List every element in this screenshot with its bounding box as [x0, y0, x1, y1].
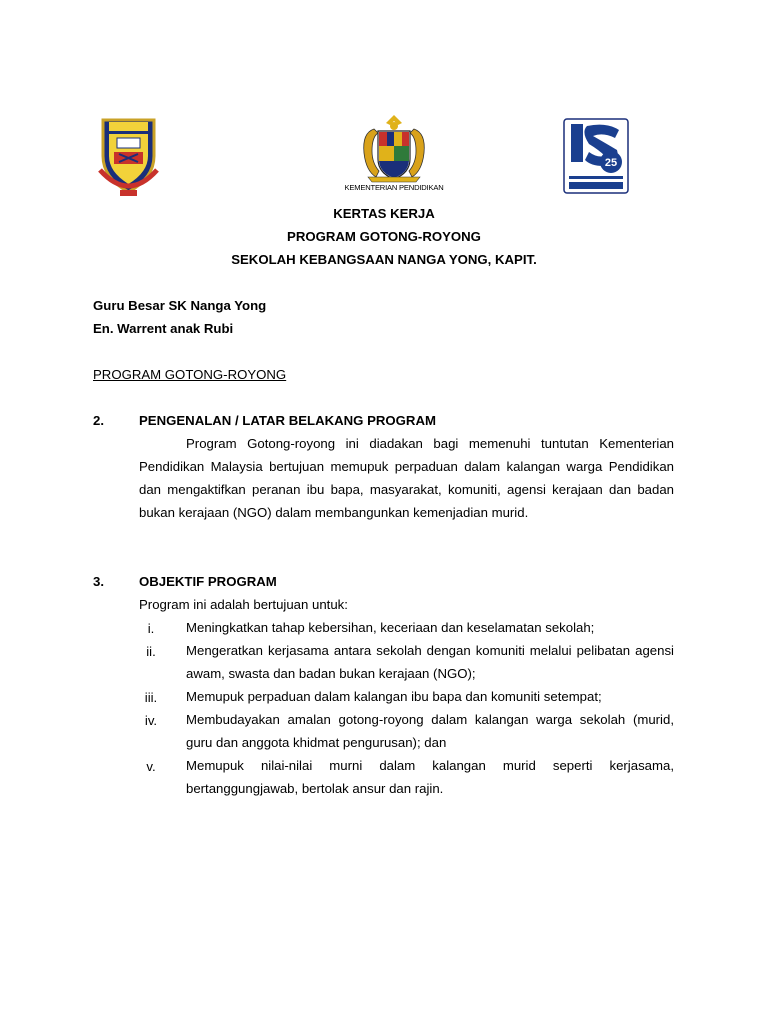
- section-3-intro: Program ini adalah bertujuan untuk:: [139, 597, 348, 612]
- objective-number: iii.: [144, 690, 158, 705]
- objective-item: Memupuk nilai-nilai murni dalam kalangan murid seperti kerjasama, bertanggungjawab, bertolak ansur dan rajin.: [186, 758, 674, 796]
- program-title: PROGRAM GOTONG-ROYONG: [287, 229, 481, 244]
- objective-item: Mengeratkan kerjasama antara sekolah dengan komuniti melalui pelibatan agensi awam, swasta dan badan bukan kerajaan (NGO);: [186, 643, 674, 681]
- section-3-number: 3.: [93, 574, 104, 589]
- school-title: SEKOLAH KEBANGSAAN NANGA YONG, KAPIT.: [231, 252, 537, 267]
- objective-item: Meningkatkan tahap kebersihan, keceriaan dan keselamatan sekolah;: [186, 620, 595, 635]
- anniversary-25-logo: [563, 118, 629, 194]
- malaysia-coat-of-arms-logo: [344, 113, 444, 195]
- document-title: KERTAS KERJA: [333, 206, 435, 221]
- objective-item: Memupuk perpaduan dalam kalangan ibu bapa dan komuniti setempat;: [186, 689, 602, 704]
- svg-text:25: 25: [604, 157, 618, 169]
- objective-number: iv.: [144, 713, 158, 728]
- school-crest-logo: [97, 112, 160, 198]
- header-name: En. Warrent anak Rubi: [93, 321, 234, 336]
- section-2-body: Program Gotong-royong ini diadakan bagi memenuhi tuntutan Kementerian Pendidikan Malaysia bertujuan memupuk perpaduan dalam kalangan warga Pendidikan dan mengaktifkan peranan ibu bapa, masyarakat, komuniti, agensi kerajaan dan badan bukan kerajaan (NGO) dalam membangunkan kemenjadian murid.: [139, 436, 674, 520]
- section-3-heading: OBJEKTIF PROGRAM: [139, 574, 277, 589]
- objective-number: v.: [146, 759, 156, 774]
- ministry-caption: KEMENTERIAN PENDIDIKAN: [344, 183, 444, 192]
- objective-number: i.: [147, 621, 155, 636]
- header-role: Guru Besar SK Nanga Yong: [93, 298, 267, 313]
- section-2-number: 2.: [93, 413, 104, 428]
- program-heading: PROGRAM GOTONG-ROYONG: [93, 367, 287, 382]
- objective-number: ii.: [146, 644, 156, 659]
- section-2-heading: PENGENALAN / LATAR BELAKANG PROGRAM: [139, 413, 436, 428]
- objective-item: Membudayakan amalan gotong-royong dalam kalangan warga sekolah (murid, guru dan anggota khidmat pengurusan); dan: [186, 712, 674, 750]
